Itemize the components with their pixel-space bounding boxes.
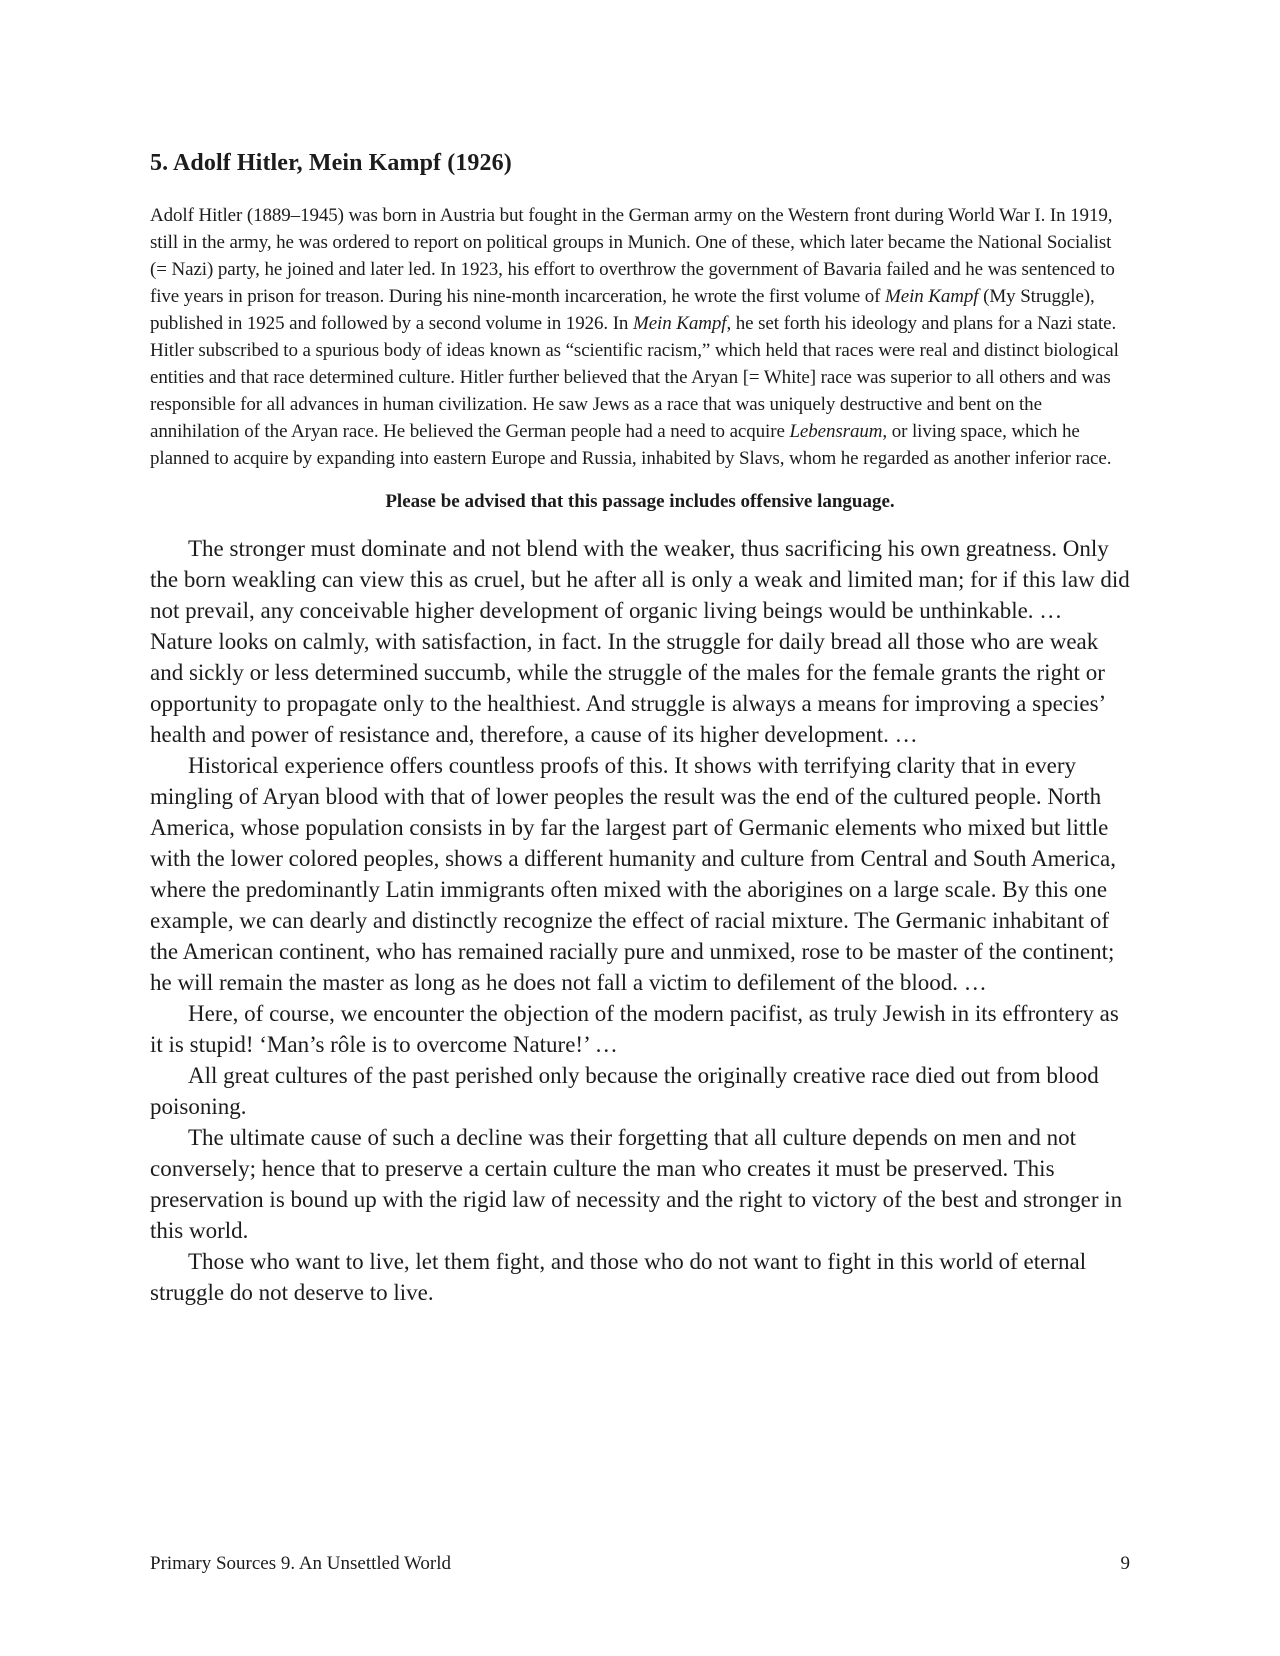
passage-paragraph: All great cultures of the past perished only because the originally creative race died out from blood poisoning. (150, 1063, 1099, 1119)
intro-text: , he set forth his ideology and plans for a Nazi state. Hitler subscribed to a spurious body of ideas known as “scientific racism,” which held that races were real and distinct biological entities and that race determined culture. Hitler further believed that the Aryan [= White] race was superior to all others and was responsible for all advances in human civilization. He saw Jews as a race that was uniquely destructive and bent on the annihilation of the Aryan race. He believed the German people had a need to acquire (150, 313, 1119, 442)
section-heading: 5. Adolf Hitler, Mein Kampf (1926) (150, 150, 512, 176)
passage-paragraph: The ultimate cause of such a decline was their forgetting that all culture depends on men and not conversely; hence that to preserve a certain culture the man who creates it must be preserved. This preservation is bound up with the rigid law of necessity and the right to victory of the best and stronger in this world. (150, 1125, 1123, 1243)
intro-text: (My Struggle), published in 1925 and followed by a second volume in 1926. In (150, 286, 1095, 334)
passage-paragraph: Here, of course, we encounter the objection of the modern pacifist, as truly Jewish in its effrontery as it is stupid! ‘Man’s rôle is to overcome Nature!’ … (150, 1001, 1119, 1057)
page-number: 9 (1120, 1553, 1130, 1574)
document-page (150, 148, 1130, 1308)
passage-paragraph: The stronger must dominate and not blend with the weaker, thus sacrificing his own greatness. Only the born weakling can view this as cruel, but he after all is only a weak and limited man; for if this law did not prevail, any conceivable higher development of organic living beings would be unthinkable. … Nature looks on calmly, with satisfaction, in fact. In the struggle for daily bread all those who are weak and sickly or less determined succumb, while the struggle of the males for the female grants the right or opportunity to propagate only to the healthiest. And struggle is always a means for improving a species’ health and power of resistance and, therefore, a cause of its higher development. … (150, 536, 1130, 747)
lebensraum-italic: Lebensraum (789, 421, 883, 442)
content-warning: Please be advised that this passage includes offensive language. (385, 491, 895, 512)
intro-paragraph (150, 202, 1130, 472)
book-title-italic: Mein Kampf (632, 313, 727, 334)
passage-paragraph: Historical experience offers countless proofs of this. It shows with terrifying clarity that in every mingling of Aryan blood with that of lower peoples the result was the end of the cultured people. North America, whose population consists in by far the largest part of Germanic elements who mixed but little with the lower colored peoples, shows a different humanity and culture from Central and South America, where the predominantly Latin immigrants often mixed with the aborigines on a large scale. By this one example, we can dearly and distinctly recognize the effect of racial mixture. The Germanic inhabitant of the American continent, who has remained racially pure and unmixed, rose to be master of the continent; he will remain the master as long as he does not fall a victim to defilement of the blood. … (150, 753, 1116, 995)
intro-text: Adolf Hitler (1889–1945) was born in Austria but fought in the German army on the Western front during World War I. In 1919, still in the army, he was ordered to report on political groups in Munich. One of these, which later became the National Socialist (= Nazi) party, he joined and later led. In 1923, his effort to overthrow the government of Bavaria failed and he was sentenced to five years in prison for treason. During his nine-month incarceration, he wrote the first volume of (150, 205, 1115, 307)
book-title-italic: Mein Kampf (885, 286, 979, 307)
passage-paragraph: Those who want to live, let them fight, and those who do not want to fight in this world of eternal struggle do not deserve to live. (150, 1249, 1087, 1305)
intro-text: , or living space, which he planned to acquire by expanding into eastern Europe and Russia, inhabited by Slavs, whom he regarded as another inferior race. (150, 421, 1112, 469)
footer-title: Primary Sources 9. An Unsettled World (150, 1553, 452, 1574)
